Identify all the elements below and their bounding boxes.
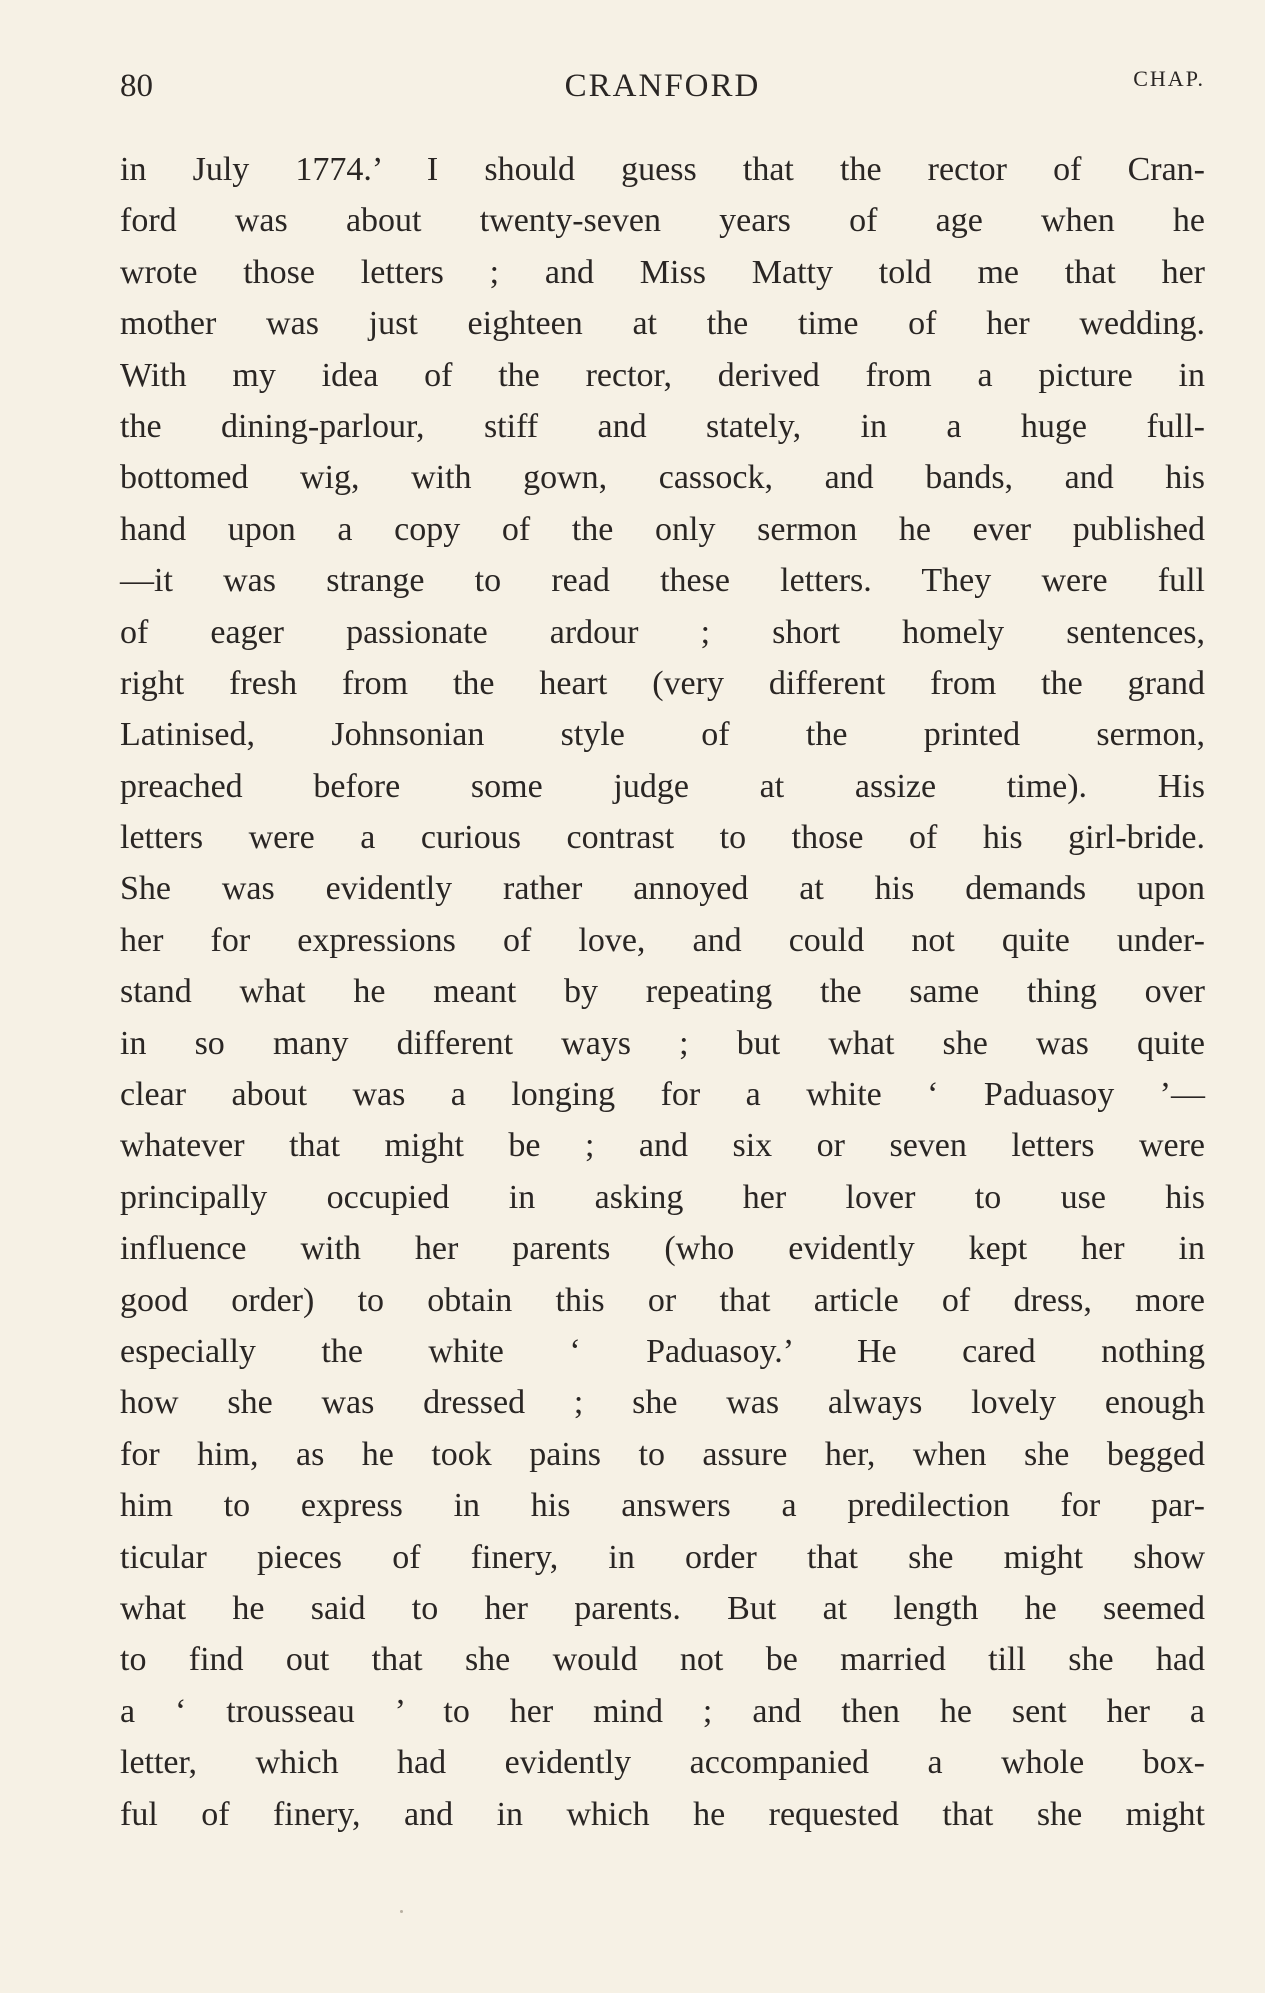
text-line: ticular pieces of finery, in order that she might show bbox=[120, 1538, 1205, 1576]
text-line: ful of finery, and in which he requested that she might bbox=[120, 1795, 1205, 1833]
text-line: She was evidently rather annoyed at his demands upon bbox=[120, 870, 1205, 908]
text-line: ford was about twenty-seven years of age when he bbox=[120, 202, 1205, 240]
text-line: for him, as he took pains to assure her, when she begged bbox=[120, 1435, 1205, 1473]
text-line: —it was strange to read these letters. They were full bbox=[120, 562, 1205, 600]
text-line: good order) to obtain this or that article of dress, more bbox=[120, 1281, 1205, 1319]
text-line: clear about was a longing for a white ‘ Paduasoy ’— bbox=[120, 1076, 1205, 1114]
running-title: CRANFORD bbox=[564, 68, 761, 104]
text-line: in July 1774.’ I should guess that the rector of Cran- bbox=[120, 151, 1205, 188]
body-text bbox=[120, 144, 1205, 1840]
text-line: especially the white ‘ Paduasoy.’ He cared nothing bbox=[120, 1332, 1205, 1370]
text-line: influence with her parents (who evidently kept her in bbox=[120, 1230, 1205, 1268]
text-line: how she was dressed ; she was always lovely enough bbox=[120, 1384, 1205, 1422]
text-line: whatever that might be ; and six or seven letters were bbox=[120, 1127, 1205, 1165]
text-line: him to express in his answers a predilection for par- bbox=[120, 1487, 1205, 1525]
text-line: right fresh from the heart (very different from the grand bbox=[120, 664, 1205, 702]
text-line: bottomed wig, with gown, cassock, and bands, and his bbox=[120, 459, 1205, 497]
text-line: With my idea of the rector, derived from a picture in bbox=[120, 356, 1205, 394]
text-line: what he said to her parents. But at length he seemed bbox=[120, 1589, 1205, 1627]
running-header bbox=[120, 68, 1205, 112]
text-line: wrote those letters ; and Miss Matty told me that her bbox=[120, 253, 1205, 291]
text-line: a ‘ trousseau ’ to her mind ; and then he sent her a bbox=[120, 1692, 1205, 1730]
text-line: her for expressions of love, and could not quite under- bbox=[120, 921, 1205, 959]
paper-speck bbox=[400, 1910, 403, 1913]
text-line: hand upon a copy of the only sermon he ever published bbox=[120, 510, 1205, 548]
chapter-mark: CHAP. bbox=[1133, 66, 1205, 91]
page-number: 80 bbox=[120, 68, 153, 104]
text-line: preached before some judge at assize time). His bbox=[120, 767, 1205, 805]
text-line: in so many different ways ; but what she was quite bbox=[120, 1024, 1205, 1062]
text-line: Latinised, Johnsonian style of the printed sermon, bbox=[120, 716, 1205, 754]
text-line: mother was just eighteen at the time of her wedding. bbox=[120, 305, 1205, 343]
text-line: to find out that she would not be married till she had bbox=[120, 1641, 1205, 1679]
text-line: stand what he meant by repeating the same thing over bbox=[120, 973, 1205, 1011]
text-line: the dining-parlour, stiff and stately, in a huge full- bbox=[120, 407, 1205, 445]
text-line: principally occupied in asking her lover to use his bbox=[120, 1178, 1205, 1216]
text-line: letters were a curious contrast to those of his girl-bride. bbox=[120, 819, 1205, 857]
text-line: letter, which had evidently accompanied a whole box- bbox=[120, 1744, 1205, 1782]
text-line: of eager passionate ardour ; short homely sentences, bbox=[120, 613, 1205, 651]
